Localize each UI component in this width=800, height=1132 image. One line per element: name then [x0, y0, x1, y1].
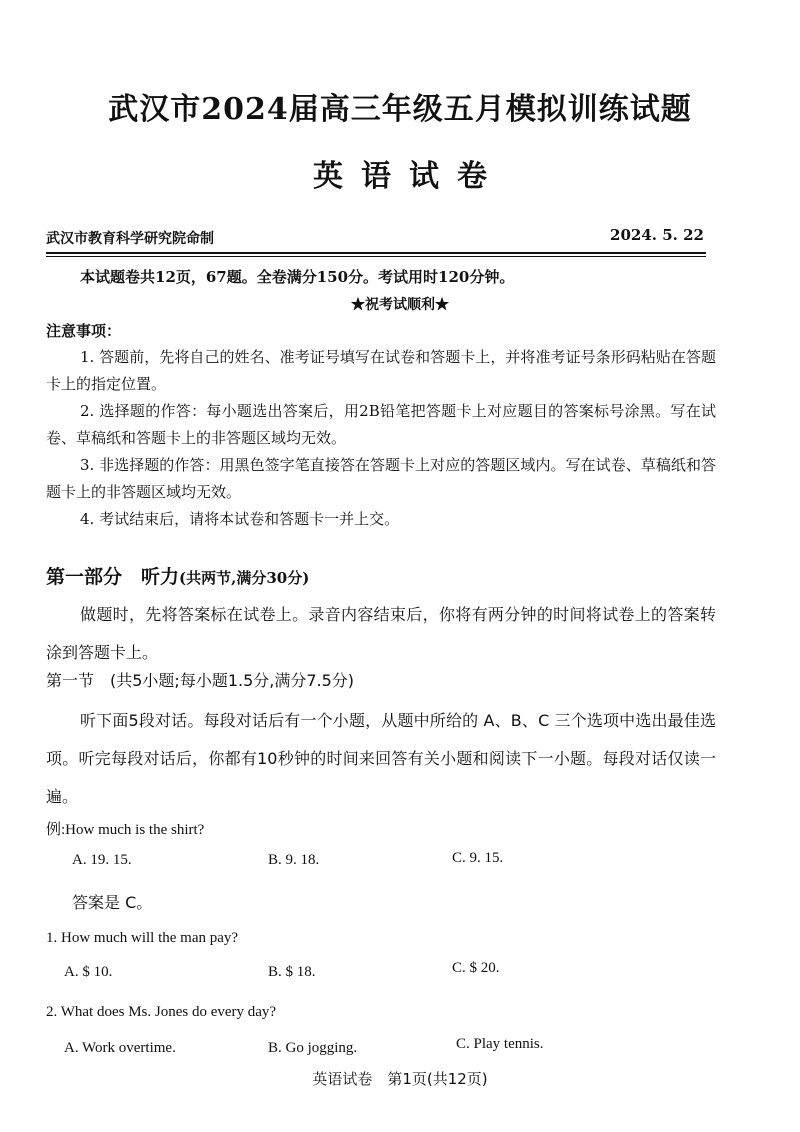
exam-title: 武汉市2024届高三年级五月模拟训练试题	[108, 92, 692, 127]
example-option-b: B. 9. 18.	[268, 852, 320, 868]
part1-intro: 做题时，先将答案标在试卷上。录音内容结束后，你将有两分钟的时间将试卷上的答案转涂到答题卡上。	[46, 605, 716, 662]
notice-item: 4. 考试结束后，请将本试卷和答题卡一并上交。	[80, 510, 400, 528]
example-option-c: C. 9. 15.	[452, 850, 504, 866]
question-2-option-b: B. Go jogging.	[268, 1040, 358, 1056]
notice-item: 2. 选择题的作答：每小题选出答案后，用2B铅笔把答题卡上对应题目的答案标号涂黑。写在试卷、草稿纸和答题卡上的非答题区域均无效。	[46, 402, 716, 447]
page-footer: 英语试卷 第1页(共12页)	[312, 1070, 488, 1088]
part1-title: 第一部分 听力	[46, 566, 180, 588]
good-luck-banner: ★祝考试顺利★	[351, 297, 449, 313]
part1-title-note: (共两节,满分30分)	[179, 569, 310, 587]
example-answer: 答案是 C。	[72, 893, 153, 912]
exam-date: 2024. 5. 22	[610, 226, 704, 244]
header-divider	[46, 252, 706, 254]
example-option-a: A. 19. 15.	[72, 852, 132, 868]
question-1-option-b: B. $ 18.	[268, 964, 316, 980]
notice-item: 3. 非选择题的作答：用黑色签字笔直接答在答题卡上对应的答题区域内。写在试卷、草稿纸和答题卡上的非答题区域均无效。	[46, 456, 716, 501]
notice-item: 1. 答题前，先将自己的姓名、准考证号填写在试卷和答题卡上，并将准考证号条形码粘贴在答题卡上的指定位置。	[46, 348, 716, 393]
issuer-label: 武汉市教育科学研究院命制	[46, 231, 214, 247]
question-1-option-a: A. $ 10.	[64, 964, 113, 980]
section1-heading: 第一节 (共5小题;每小题1.5分,满分7.5分)	[46, 671, 355, 690]
part1-heading	[46, 562, 309, 589]
exam-info: 本试题卷共12页，67题。全卷满分150分。考试用时120分钟。	[80, 268, 515, 286]
section1-intro: 听下面5段对话。每段对话后有一个小题，从题中所给的 A、B、C 三个选项中选出最佳选项。听完每段对话后，你都有10秒钟的时间来回答有关小题和阅读下一小题。每段对话仅读一遍。	[46, 711, 716, 806]
question-2-option-c: C. Play tennis.	[456, 1036, 544, 1052]
notice-heading: 注意事项：	[46, 322, 122, 340]
paper-subject-title: 英语试卷	[313, 159, 505, 194]
question-2: 2. What does Ms. Jones do every day?	[46, 1004, 277, 1020]
example-question: 例:How much is the shirt?	[46, 822, 205, 838]
header-divider-thin	[46, 256, 706, 257]
question-1-option-c: C. $ 20.	[452, 960, 500, 976]
question-2-option-a: A. Work overtime.	[64, 1040, 176, 1056]
question-1: 1. How much will the man pay?	[46, 930, 239, 946]
